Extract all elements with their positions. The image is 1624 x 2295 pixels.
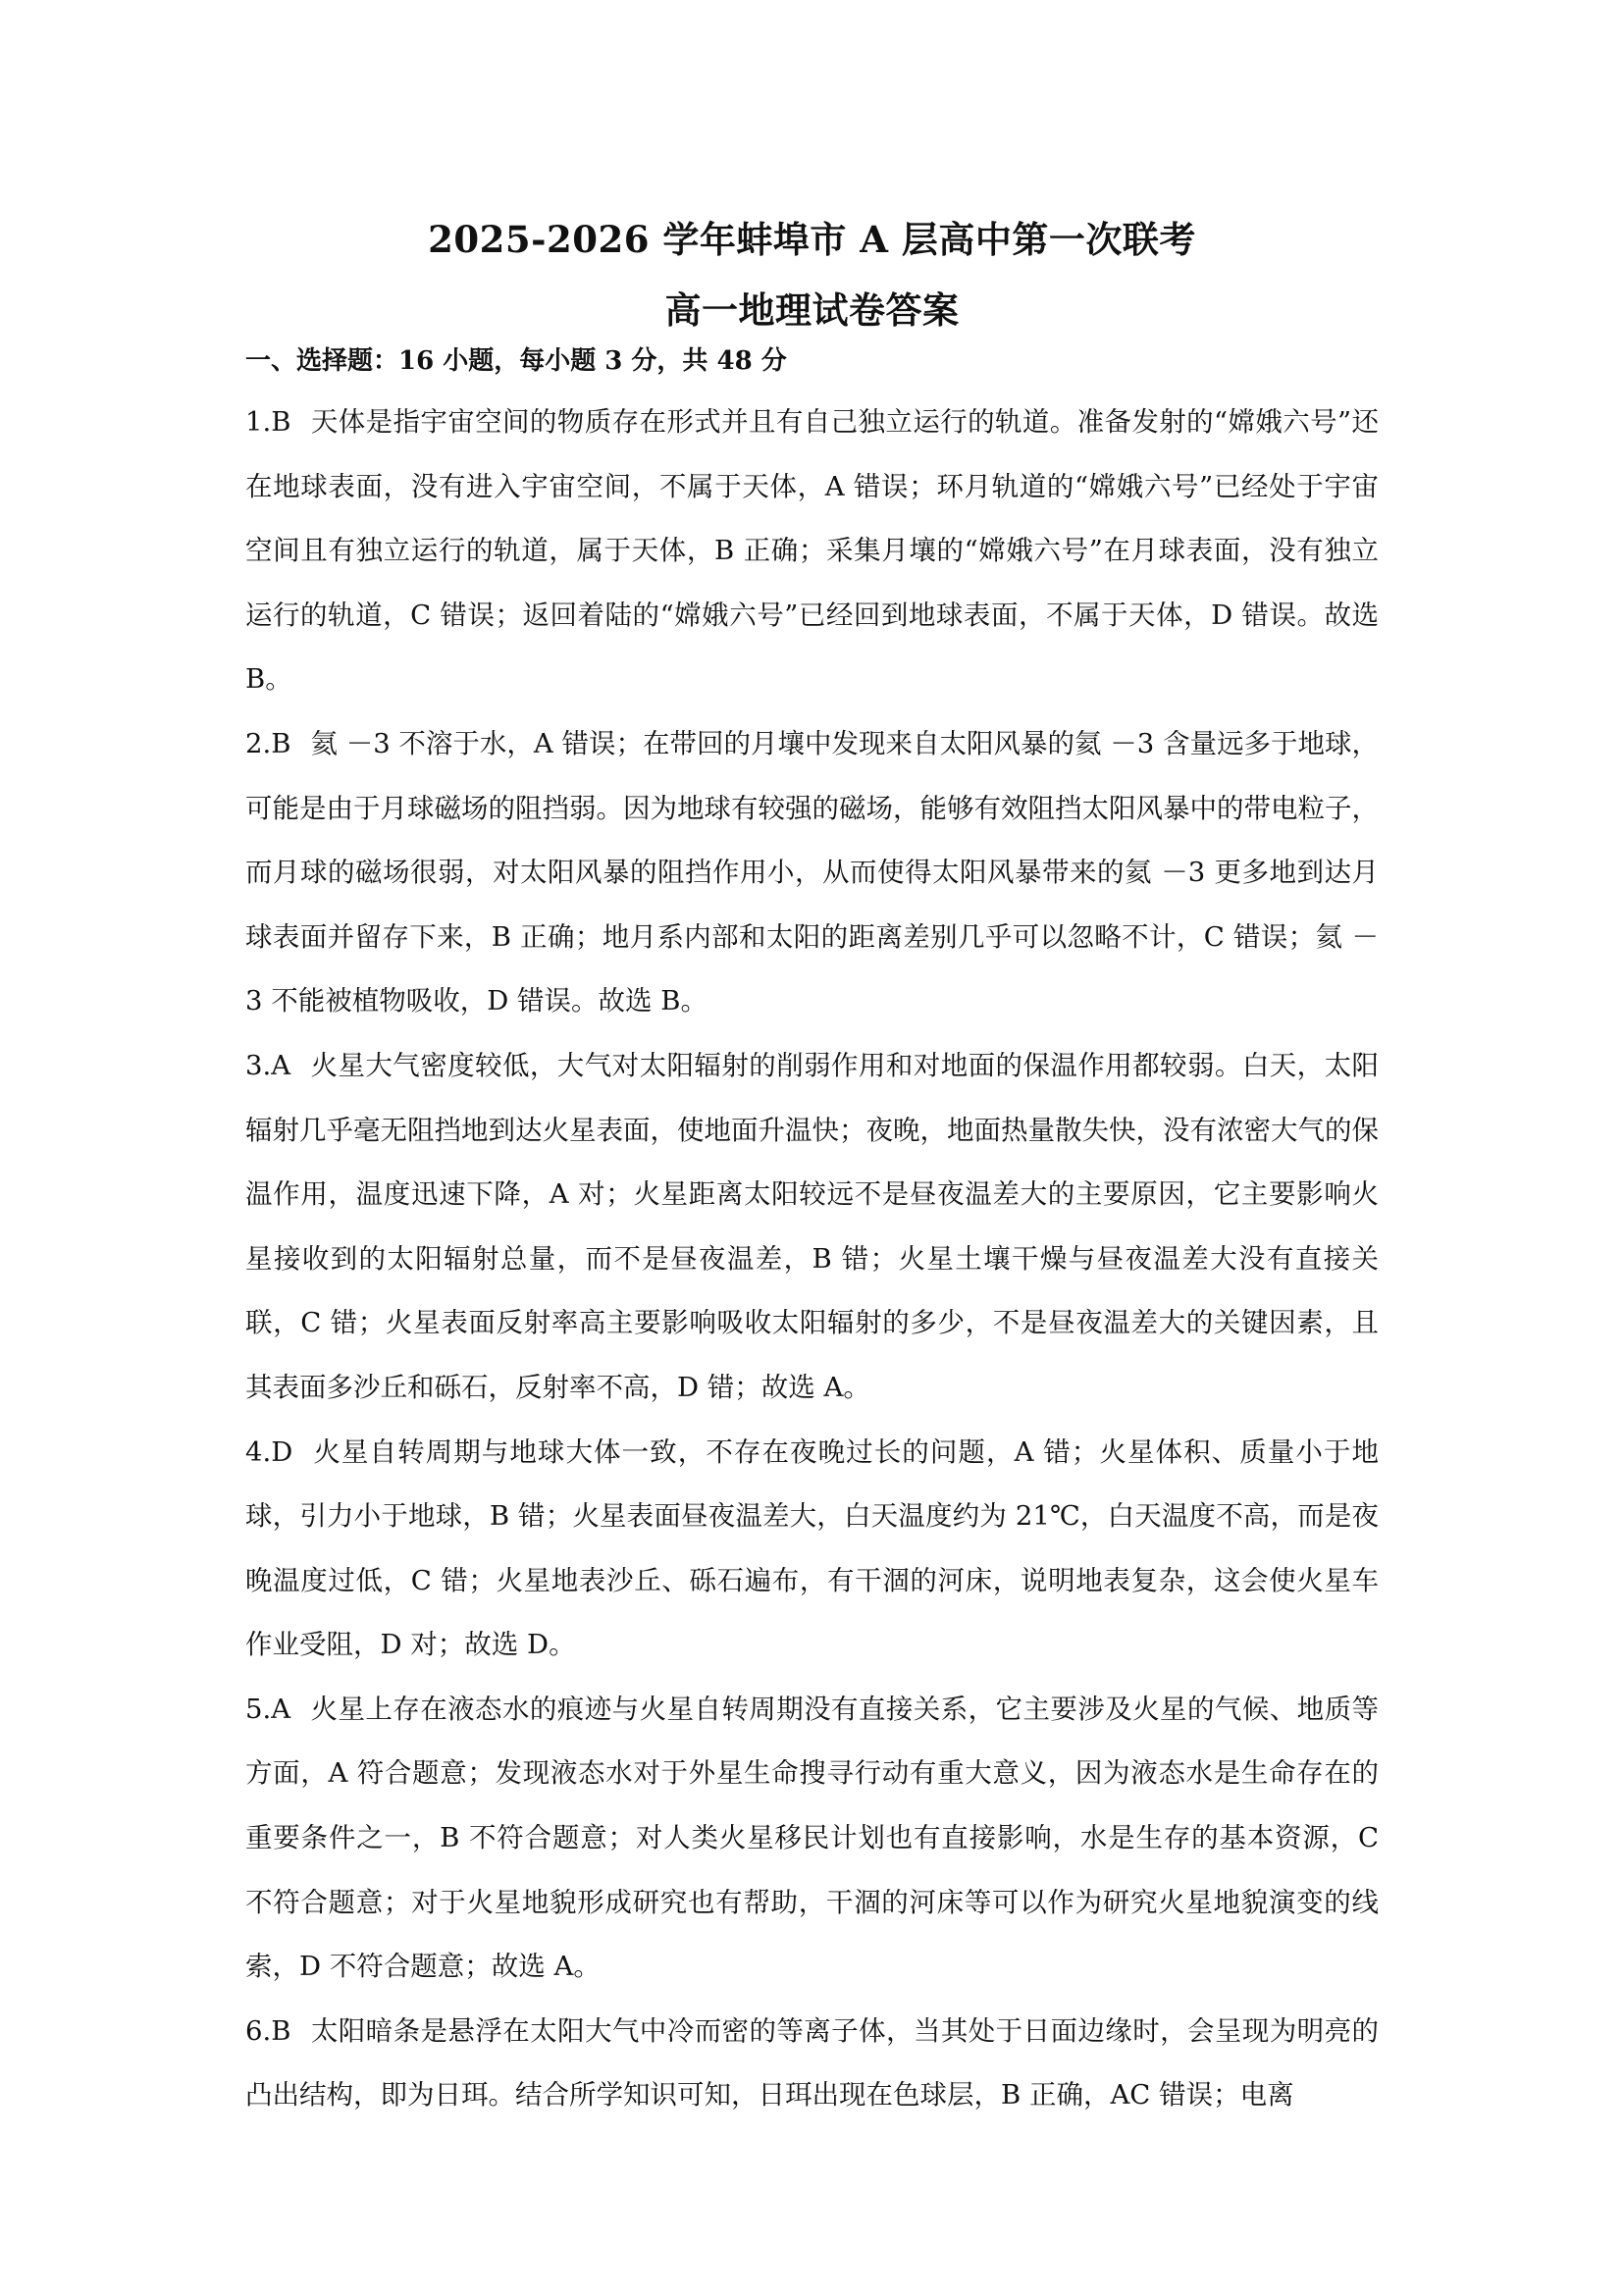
answer-number: 3.A bbox=[245, 1049, 291, 1081]
answer-explanation: 火星自转周期与地球大体一致，不存在夜晚过长的问题，A 错；火星体积、质量小于地球，引力小于地球，B 错；火星表面昼夜温差大，白天温度约为 21℃，白天温度不高，而是夜晚温度过低，C 错；火星地表沙丘、砾石遍布，有干涸的河床，说明地表复杂，这会使火星车作业受阻，D 对；故选 D。 bbox=[245, 1435, 1379, 1661]
answer-number: 5.A bbox=[245, 1693, 291, 1725]
answer-item-2 bbox=[245, 712, 1379, 1034]
answer-explanation: 火星上存在液态水的痕迹与火星自转周期没有直接关系，它主要涉及火星的气候、地质等方面，A 符合题意；发现液态水对于外星生命搜寻行动有重大意义，因为液态水是生命存在的重要条件之一，B 不符合题意；对人类火星移民计划也有直接影响，水是生存的基本资源，C 不符合题意；对于火星地貌形成研究也有帮助，干涸的河床等可以作为研究火星地貌演变的线索，D 不符合题意；故选 A。 bbox=[245, 1693, 1379, 1983]
answer-number: 2.B bbox=[245, 727, 291, 759]
answer-number: 4.D bbox=[245, 1435, 293, 1468]
answer-item-4 bbox=[245, 1421, 1379, 1678]
answer-item-5 bbox=[245, 1678, 1379, 2000]
answer-item-6 bbox=[245, 2000, 1379, 2128]
answer-number: 6.B bbox=[245, 2014, 291, 2047]
answer-item-1 bbox=[245, 391, 1379, 712]
section-heading: 一、选择题：16 小题，每小题 3 分，共 48 分 bbox=[245, 346, 787, 376]
answer-explanation: 氦 －3 不溶于水，A 错误；在带回的月壤中发现来自太阳风暴的氦 －3 含量远多于地球，可能是由于月球磁场的阻挡弱。因为地球有较强的磁场，能够有效阻挡太阳风暴中的带电粒子，而月球的磁场很弱，对太阳风暴的阻挡作用小，从而使得太阳风暴带来的氦 －3 更多地到达月球表面并留存下来，B 正确；地月系内部和太阳的距离差别几乎可以忽略不计，C 错误；氦 － 3 不能被植物吸收，D 错误。故选 B。 bbox=[245, 727, 1380, 1017]
answer-list bbox=[245, 391, 1379, 2128]
document-subtitle: 高一地理试卷答案 bbox=[664, 288, 960, 332]
answer-explanation: 太阳暗条是悬浮在太阳大气中冷而密的等离子体，当其处于日面边缘时，会呈现为明亮的凸出结构，即为日珥。结合所学知识可知，日珥出现在色球层，B 正确，AC 错误；电离 bbox=[245, 2014, 1379, 2112]
answer-item-3 bbox=[245, 1034, 1379, 1421]
answer-explanation: 火星大气密度较低，大气对太阳辐射的削弱作用和对地面的保温作用都较弱。白天，太阳辐射几乎毫无阻挡地到达火星表面，使地面升温快；夜晚，地面热量散失快，没有浓密大气的保温作用，温度迅速下降，A 对；火星距离太阳较远不是昼夜温差大的主要原因，它主要影响火星接收到的太阳辐射总量，而不是昼夜温差，B 错；火星土壤干燥与昼夜温差大没有直接关联，C 错；火星表面反射率高主要影响吸收太阳辐射的多少，不是昼夜温差大的关键因素，且其表面多沙丘和砾石，反射率不高，D 错；故选 A。 bbox=[245, 1049, 1379, 1403]
answer-number: 1.B bbox=[245, 406, 291, 438]
document-title: 2025-2026 学年蚌埠市 A 层高中第一次联考 bbox=[428, 218, 1196, 261]
answer-explanation: 天体是指宇宙空间的物质存在形式并且有自己独立运行的轨道。准备发射的“嫦娥六号”还在地球表面，没有进入宇宙空间，不属于天体，A 错误；环月轨道的“嫦娥六号”已经处于宇宙空间且有独立运行的轨道，属于天体，B 正确；采集月壤的“嫦娥六号”在月球表面，没有独立运行的轨道，C 错误；返回着陆的“嫦娥六号”已经回到地球表面，不属于天体，D 错误。故选 B。 bbox=[245, 406, 1379, 696]
